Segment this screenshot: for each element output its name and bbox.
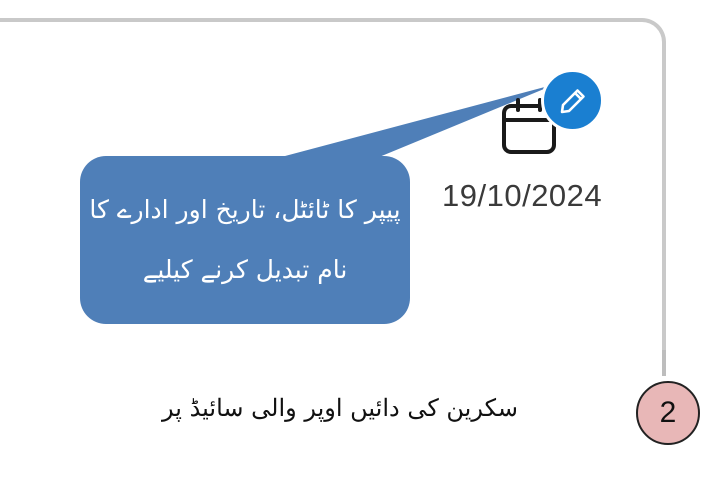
- instruction-callout: [80, 156, 410, 324]
- step-number-badge: 2: [636, 381, 700, 445]
- pencil-icon: [558, 86, 588, 116]
- location-note: سکرین کی دائیں اوپر والی سائیڈ پر: [162, 394, 518, 422]
- callout-line-1: پیپر کا ٹائٹل، تاریخ اور ادارے کا: [89, 195, 401, 224]
- frame-connector-line: [662, 350, 666, 376]
- edit-paper-details-button[interactable]: [541, 69, 604, 132]
- callout-line-2: نام تبدیل کرنے کیلیے: [142, 255, 348, 284]
- paper-date[interactable]: 19/10/2024: [442, 178, 603, 213]
